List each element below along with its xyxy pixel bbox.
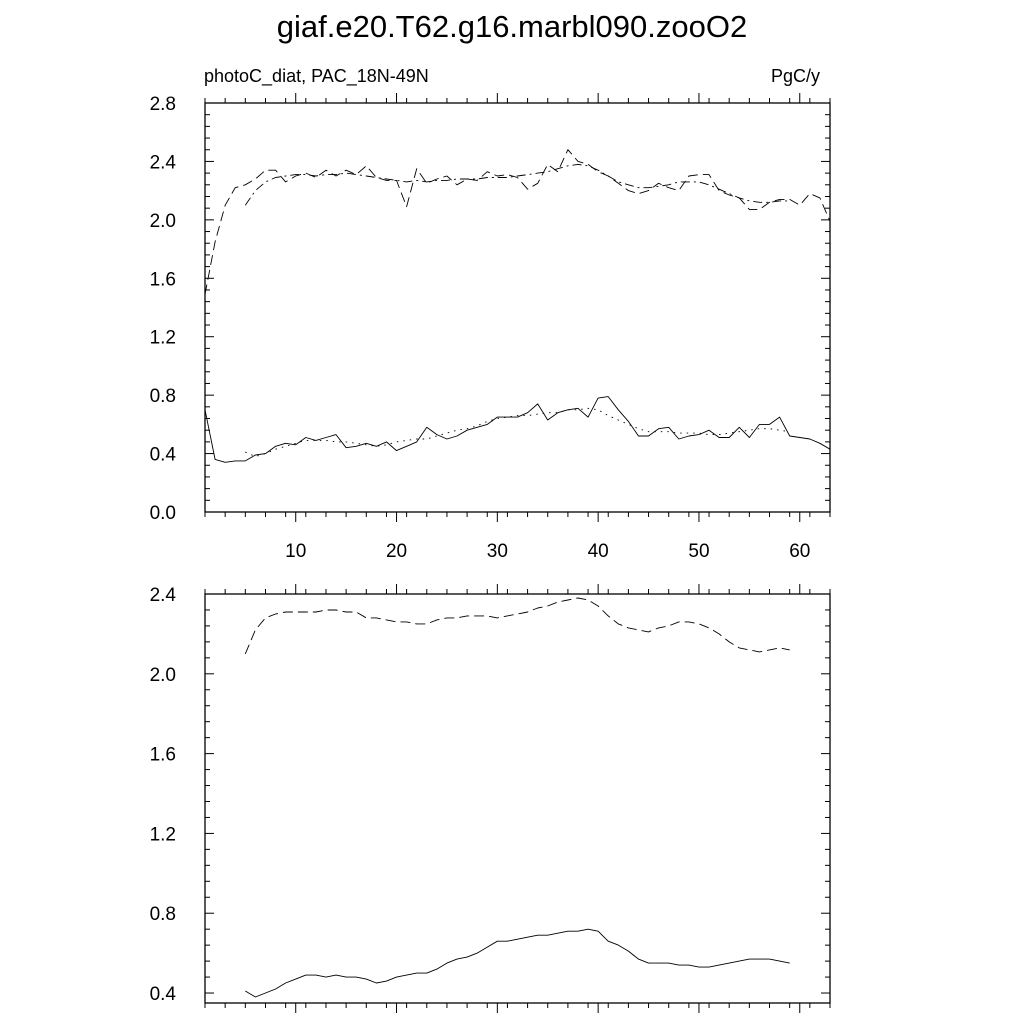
x-tick-label: 30 (486, 541, 508, 562)
series-line-dotted (245, 408, 789, 456)
y-tick-label: 1.6 (149, 744, 176, 766)
series-line-dashed (205, 150, 830, 295)
panel-bottom (150, 584, 830, 1013)
x-tick-label: 60 (789, 541, 811, 562)
panel-top (150, 66, 830, 562)
units-label: PgC/y (770, 66, 820, 86)
y-tick-label: 2.0 (149, 664, 176, 686)
x-tick-label: 50 (688, 541, 710, 562)
chart-title: giaf.e20.T62.g16.marbl090.zooO2 (276, 9, 748, 44)
x-tick-label: 40 (587, 541, 609, 562)
y-tick-label: 0.8 (149, 386, 176, 408)
y-tick-label: 2.8 (149, 94, 176, 115)
series-line-dashed (245, 598, 789, 654)
series-line-solid (205, 397, 830, 463)
x-tick-label: 10 (285, 541, 307, 562)
y-tick-label: 2.4 (149, 585, 176, 606)
y-tick-label: 0.4 (149, 444, 176, 466)
left-subtitle: photoC_diat, PAC_18N-49N (204, 66, 429, 86)
plot-frame (205, 103, 830, 512)
series-line-solid (245, 929, 789, 997)
y-tick-label: 2.4 (149, 152, 176, 174)
y-tick-label: 0.0 (149, 503, 176, 524)
x-tick-label: 20 (385, 541, 408, 562)
plot-frame (205, 594, 830, 1003)
y-tick-label: 0.8 (149, 904, 176, 926)
y-tick-label: 0.4 (149, 984, 176, 1006)
y-tick-label: 1.2 (149, 824, 176, 846)
y-tick-label: 2.0 (149, 210, 176, 232)
y-tick-label: 1.6 (149, 269, 176, 291)
y-tick-label: 1.2 (149, 327, 176, 349)
